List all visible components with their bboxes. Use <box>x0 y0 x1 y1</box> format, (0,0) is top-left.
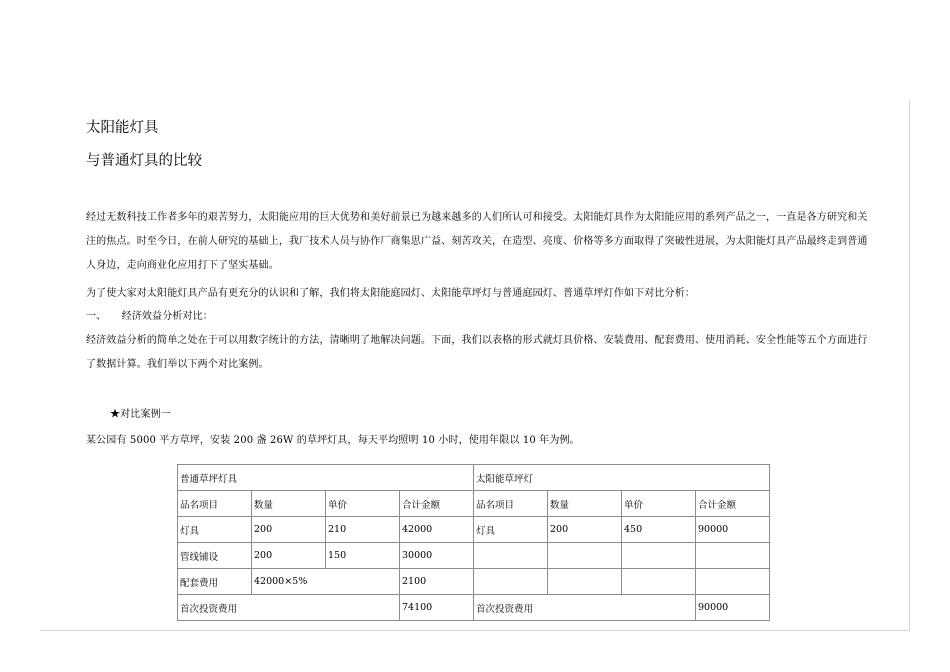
right-header-cell: 太阳能草坪灯 <box>474 465 770 491</box>
table-cell: 管线铺设 <box>178 543 252 569</box>
case-description: 某公园有 5000 平方草坪，安装 200 盏 26W 的草坪灯具，每天平均照明 10 小时，使用年限以 10 年为例。 <box>86 435 580 446</box>
table-cell: 灯具 <box>474 517 548 543</box>
table-cell: 42000 <box>400 517 474 543</box>
left-header-cell: 普通草坪灯具 <box>178 465 474 491</box>
table-cell: 品名项目 <box>178 491 252 517</box>
table-cell: 42000×5% <box>252 569 400 595</box>
table-cell: 200 <box>252 543 326 569</box>
table-cell: 200 <box>252 517 326 543</box>
table-cell <box>622 543 696 569</box>
table-cell: 210 <box>326 517 400 543</box>
table-cell: 30000 <box>400 543 474 569</box>
table-cell: 首次投资费用 <box>474 595 696 621</box>
doc-title: 太阳能灯具 <box>86 120 159 136</box>
purpose-paragraph: 为了使大家对太阳能灯具产品有更充分的认识和了解，我们将太阳能庭园灯、太阳能草坪灯与普通庭园灯、普通草坪灯作如下对比分析： <box>86 288 695 299</box>
table-cell: 合计金额 <box>696 491 770 517</box>
table-row <box>178 517 770 543</box>
table-cell <box>474 543 548 569</box>
table-cell <box>548 569 622 595</box>
table-cell: 90000 <box>696 517 770 543</box>
table-cell <box>696 543 770 569</box>
table-cell: 450 <box>622 517 696 543</box>
table-row <box>178 465 770 491</box>
table-cell <box>696 569 770 595</box>
table-cell: 数量 <box>252 491 326 517</box>
table-row <box>178 543 770 569</box>
table-cell: 合计金额 <box>400 491 474 517</box>
comparison-table <box>177 464 770 621</box>
analysis-paragraph: 经济效益分析的简单之处在于可以用数字统计的方法，清晰明了地解决问题。下面，我们以表格的形式就灯具价格、安装费用、配套费用、使用消耗、安全性能等五个方面进行了数据计算。我们举以下两个对比案例。 <box>86 335 868 370</box>
table-row <box>178 595 770 621</box>
table-cell: 品名项目 <box>474 491 548 517</box>
table-cell: 数量 <box>548 491 622 517</box>
table-cell: 90000 <box>696 595 770 621</box>
table-cell: 2100 <box>400 569 474 595</box>
table-cell: 200 <box>548 517 622 543</box>
table-cell: 单价 <box>326 491 400 517</box>
table-cell: 配套费用 <box>178 569 252 595</box>
doc-subtitle: 与普通灯具的比较 <box>86 153 202 169</box>
table-cell: 74100 <box>400 595 474 621</box>
table-row <box>178 491 770 517</box>
intro-paragraph: 经过无数科技工作者多年的艰苦努力，太阳能应用的巨大优势和美好前景已为越来越多的人们所认可和接受。太阳能灯具作为太阳能应用的系列产品之一，一直是各方研究和关注的焦点。时至今日，在前人研究的基础上，我厂技术人员与协作厂商集思广益、刻苦攻关，在造型、亮度、价格等多方面取得了突破性进展，为太阳能灯具产品最终走到普通人身边，走向商业化应用打下了坚实基础。 <box>86 212 868 271</box>
table-row <box>178 569 770 595</box>
case-heading: ★对比案例一 <box>110 409 171 420</box>
table-cell <box>548 543 622 569</box>
table-cell <box>622 569 696 595</box>
table-cell: 单价 <box>622 491 696 517</box>
table-cell: 灯具 <box>178 517 252 543</box>
table-cell: 150 <box>326 543 400 569</box>
table-cell: 首次投资费用 <box>178 595 400 621</box>
section-heading: 一、 经济效益分析对比： <box>86 311 213 322</box>
table-cell <box>474 569 548 595</box>
